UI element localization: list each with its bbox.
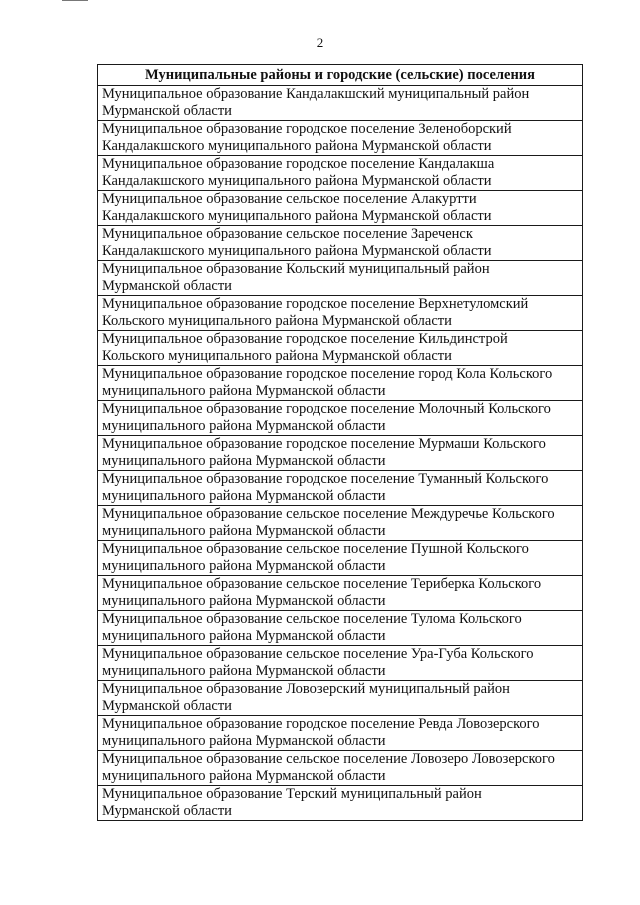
table-row [98,366,583,401]
municipality-line: Мурманской области [102,803,232,819]
municipality-line: Кандалакшского муниципального района Мурманской области [102,138,492,154]
table-row [98,226,583,261]
municipality-line: муниципального района Мурманской области [102,558,386,574]
municipality-line: Муниципальное образование сельское поселение Алакуртти [102,191,477,207]
municipality-cell [98,366,583,401]
municipality-cell [98,331,583,366]
municipality-line: Кандалакшского муниципального района Мурманской области [102,243,492,259]
municipality-line: Муниципальное образование городское поселение Туманный Кольского [102,471,549,487]
municipality-line: муниципального района Мурманской области [102,453,386,469]
municipality-line: Кольского муниципального района Мурманской области [102,313,452,329]
municipality-line: муниципального района Мурманской области [102,663,386,679]
municipality-cell [98,436,583,471]
municipality-line: муниципального района Мурманской области [102,733,386,749]
municipality-line: Муниципальное образование Кандалакшский муниципальный район [102,86,530,102]
municipality-line: Кандалакшского муниципального района Мурманской области [102,208,492,224]
table-row [98,121,583,156]
municipality-line: муниципального района Мурманской области [102,523,386,539]
table-row [98,156,583,191]
municipality-line: муниципального района Мурманской области [102,383,386,399]
municipality-line: Муниципальное образование городское поселение город Кола Кольского [102,366,553,382]
municipality-line: Муниципальное образование городское поселение Мурмаши Кольского [102,436,546,452]
municipality-line: Муниципальное образование Кольский муниципальный район [102,261,490,277]
municipality-line: Муниципальное образование городское поселение Зеленоборский [102,121,512,137]
municipality-cell [98,226,583,261]
municipality-line: Кандалакшского муниципального района Мурманской области [102,173,492,189]
table-row [98,436,583,471]
municipality-line: Муниципальное образование сельское поселение Тулома Кольского [102,611,522,627]
municipality-line: Муниципальное образование Терский муниципальный район [102,786,482,802]
table-row [98,716,583,751]
municipality-line: муниципального района Мурманской области [102,768,386,784]
table-header: Муниципальные районы и городские (сельские) поселения [98,65,583,86]
municipality-line: Кольского муниципального района Мурманской области [102,348,452,364]
municipality-line: Муниципальное образование сельское поселение Зареченск [102,226,473,242]
municipality-cell [98,401,583,436]
municipality-line: муниципального района Мурманской области [102,488,386,504]
table-row [98,786,583,821]
municipality-line: Муниципальное образование сельское поселение Междуречье Кольского [102,506,555,522]
municipality-line: Муниципальное образование сельское поселение Пушной Кольского [102,541,529,557]
municipality-cell [98,646,583,681]
table-row [98,541,583,576]
municipality-cell [98,156,583,191]
table-row [98,296,583,331]
municipality-line: Муниципальное образование сельское поселение Ура-Губа Кольского [102,646,534,662]
municipality-cell [98,576,583,611]
municipality-line: муниципального района Мурманской области [102,593,386,609]
municipality-line: муниципального района Мурманской области [102,628,386,644]
municipality-line: Муниципальное образование городское поселение Верхнетуломский [102,296,529,312]
municipality-line: Муниципальное образование Ловозерский муниципальный район [102,681,510,697]
municipality-cell [98,121,583,156]
municipality-line: Муниципальное образование городское поселение Ревда Ловозерского [102,716,540,732]
municipalities-table [97,64,583,821]
table-row [98,401,583,436]
municipality-line: муниципального района Мурманской области [102,418,386,434]
municipality-line: Муниципальное образование городское поселение Кандалакша [102,156,495,172]
table-row [98,751,583,786]
table-row [98,191,583,226]
municipality-cell [98,786,583,821]
table-row [98,331,583,366]
table-row [98,646,583,681]
municipality-line: Муниципальное образование городское поселение Кильдинстрой [102,331,508,347]
table-header-row [98,65,583,86]
municipality-cell [98,751,583,786]
table-row [98,576,583,611]
municipality-cell [98,681,583,716]
municipality-line: Мурманской области [102,103,232,119]
municipality-cell [98,261,583,296]
municipality-cell [98,541,583,576]
municipality-cell [98,716,583,751]
municipality-cell [98,611,583,646]
municipality-cell [98,471,583,506]
municipality-line: Муниципальное образование сельское поселение Териберка Кольского [102,576,542,592]
municipality-line: Мурманской области [102,278,232,294]
municipality-line: Муниципальное образование сельское поселение Ловозеро Ловозерского [102,751,555,767]
page-number: 2 [316,35,324,50]
municipality-cell [98,296,583,331]
municipality-cell [98,191,583,226]
scan-corner-mark [62,0,88,1]
table-row [98,86,583,121]
municipality-cell [98,506,583,541]
municipality-line: Мурманской области [102,698,232,714]
table-row [98,471,583,506]
table-row [98,611,583,646]
table-row [98,506,583,541]
table-body [98,86,583,821]
municipality-line: Муниципальное образование городское поселение Молочный Кольского [102,401,551,417]
table-row [98,261,583,296]
table-row [98,681,583,716]
municipality-cell [98,86,583,121]
